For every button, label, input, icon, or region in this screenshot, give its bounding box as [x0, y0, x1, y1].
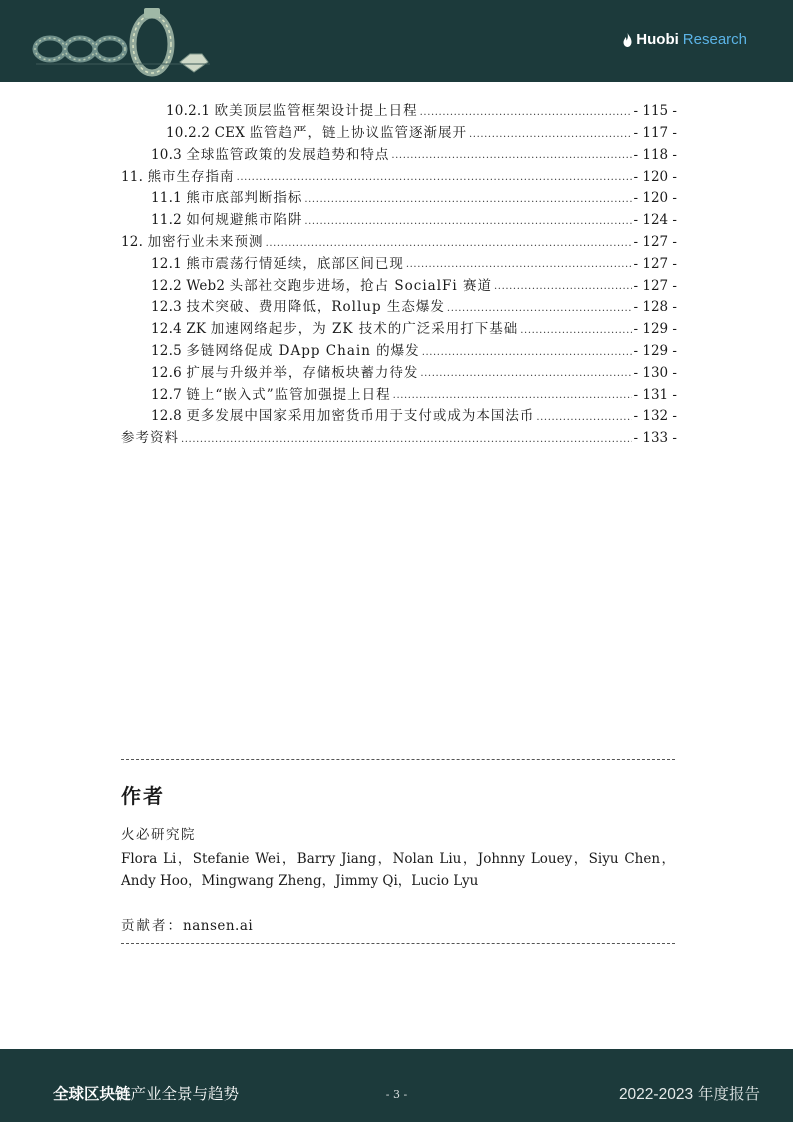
toc-entry[interactable]: [121, 271, 677, 293]
toc-entry-page: - 120 -: [633, 190, 677, 207]
toc-entry-title: 监管趋严，链上协议监管逐渐展开: [249, 125, 468, 142]
toc-entry-title: 熊市生存指南: [147, 168, 235, 185]
toc-entry[interactable]: [121, 162, 677, 184]
toc-leader-dots: [391, 151, 631, 161]
toc-leader-dots: [304, 195, 631, 205]
author-organization: 火必研究院: [121, 827, 196, 843]
toc-entry-page: - 130 -: [633, 364, 677, 381]
toc-leader-dots: [237, 173, 632, 183]
toc-leader-dots: [469, 130, 631, 140]
toc-entry-page: - 131 -: [633, 386, 677, 403]
toc-entry-number: 12.4 ZK: [151, 321, 211, 338]
toc-entry-title: 加密行业未来预测: [147, 234, 264, 251]
toc-entry-number: 12.3: [151, 299, 187, 316]
toc-leader-dots: [520, 326, 631, 336]
toc-entry-title: 多链网络促成 DApp Chain 的爆发: [186, 343, 420, 360]
toc-entry-title: 参考资料: [121, 430, 179, 447]
toc-entry-page: - 133 -: [633, 430, 677, 447]
report-title-bold: 全球区块链: [53, 1085, 131, 1103]
toc-entry-title: 头部社交跑步进场，抢占 SocialFi 赛道: [229, 277, 493, 294]
toc-entry[interactable]: [121, 293, 677, 315]
contributor-label: 贡献者：: [121, 918, 183, 934]
toc-entry-page: - 118 -: [633, 146, 677, 163]
huobi-research-logo: [623, 31, 747, 48]
toc-entry-title: 如何规避熊市陷阱: [186, 212, 303, 229]
toc-entry-page: - 115 -: [633, 103, 677, 120]
toc-entry-number: 10.3: [151, 146, 187, 163]
toc-entry-page: - 117 -: [633, 125, 677, 142]
toc-entry-number: 11.1: [151, 190, 187, 207]
flame-icon: [623, 33, 632, 47]
page-footer: [0, 1049, 793, 1122]
toc-entry[interactable]: [121, 228, 677, 250]
authors-top-divider: [121, 759, 675, 760]
toc-entry-page: - 127 -: [633, 234, 677, 251]
report-title-rest: 产业全景与趋势: [130, 1085, 240, 1103]
author-names: Flora Li，Stefanie Wei，Barry Jiang，Nolan Liu，Johnny Louey，Siyu Chen，Andy Hoo，Mingwang Zheng，Jimmy Qi，Lucio Lyu: [121, 851, 675, 889]
toc-entry[interactable]: [121, 250, 677, 272]
toc-entry-number: 11.: [121, 168, 148, 185]
page-header: [0, 0, 793, 82]
toc-entry-page: - 128 -: [633, 299, 677, 316]
brand-suffix: Research: [682, 31, 747, 48]
contributor-value: nansen.ai: [183, 918, 254, 934]
toc-leader-dots: [406, 260, 632, 270]
toc-leader-dots: [393, 391, 632, 401]
header-rings-illustration: [30, 4, 220, 78]
toc-entry[interactable]: [121, 141, 677, 163]
report-year-label: 年度报告: [693, 1085, 760, 1103]
toc-entry-number: 12.7: [151, 386, 187, 403]
toc-entry[interactable]: [121, 184, 677, 206]
toc-entry-title: 技术突破、费用降低，Rollup 生态爆发: [186, 299, 445, 316]
toc-entry-title: 链上“嵌入式”监管加强提上日程: [186, 386, 391, 403]
toc-entry-number: 12.8: [151, 408, 187, 425]
toc-leader-dots: [420, 108, 632, 118]
toc-entry[interactable]: [121, 424, 677, 446]
toc-leader-dots: [266, 239, 632, 249]
toc-entry[interactable]: [121, 359, 677, 381]
toc-leader-dots: [420, 369, 631, 379]
toc-entry[interactable]: [121, 337, 677, 359]
toc-entry-title: 扩展与升级并举，存储板块蓄力待发: [186, 364, 419, 381]
toc-leader-dots: [447, 304, 632, 314]
toc-entry-title: 加速网络起步，为 ZK 技术的广泛采用打下基础: [210, 321, 519, 338]
toc-entry-page: - 129 -: [633, 321, 677, 338]
toc-entry-title: 更多发展中国家采用加密货币用于支付或成为本国法币: [186, 408, 535, 425]
toc-entry-title: 欧美顶层监管框架设计提上日程: [214, 103, 418, 120]
contributor-line: [121, 914, 253, 934]
report-year-range: 2022-2023: [618, 1086, 694, 1103]
toc-leader-dots: [536, 413, 631, 423]
toc-entry-number: 12.6: [151, 364, 187, 381]
toc-entry-title: 熊市底部判断指标: [186, 190, 303, 207]
page-number: - 3 -: [385, 1088, 408, 1101]
authors-heading: 作者: [121, 784, 165, 808]
toc-entry-number: 10.2.1: [166, 103, 215, 120]
toc-entry-page: - 132 -: [633, 408, 677, 425]
toc-entry[interactable]: [121, 402, 677, 424]
toc-entry-number: 10.2.2 CEX: [166, 125, 250, 142]
toc-entry-number: 12.5: [151, 343, 187, 360]
brand-name: Huobi: [636, 31, 679, 48]
toc-entry-number: 12.2 Web2: [151, 277, 230, 294]
toc-entry-page: - 129 -: [633, 343, 677, 360]
toc-entry[interactable]: [121, 315, 677, 337]
toc-entry[interactable]: [121, 119, 677, 141]
toc-entry-title: 全球监管政策的发展趋势和特点: [186, 146, 390, 163]
toc-leader-dots: [422, 348, 632, 358]
toc-entry-title: 熊市震荡行情延续，底部区间已现: [186, 255, 404, 272]
toc-leader-dots: [494, 282, 631, 292]
toc-entry-page: - 124 -: [633, 212, 677, 229]
toc-entry[interactable]: [121, 380, 677, 402]
authors-bottom-divider: [121, 943, 675, 944]
toc-entry-number: 12.: [121, 234, 148, 251]
toc-entry-page: - 127 -: [633, 277, 677, 294]
report-year: [619, 1082, 760, 1104]
toc-leader-dots: [181, 435, 632, 445]
table-of-contents: [121, 97, 677, 446]
toc-entry-page: - 120 -: [633, 168, 677, 185]
toc-entry-page: - 127 -: [633, 255, 677, 272]
toc-entry[interactable]: [121, 206, 677, 228]
toc-entry-number: 12.1: [151, 255, 187, 272]
toc-entry[interactable]: [121, 97, 677, 119]
toc-entry-number: 11.2: [151, 212, 187, 229]
toc-leader-dots: [304, 217, 631, 227]
